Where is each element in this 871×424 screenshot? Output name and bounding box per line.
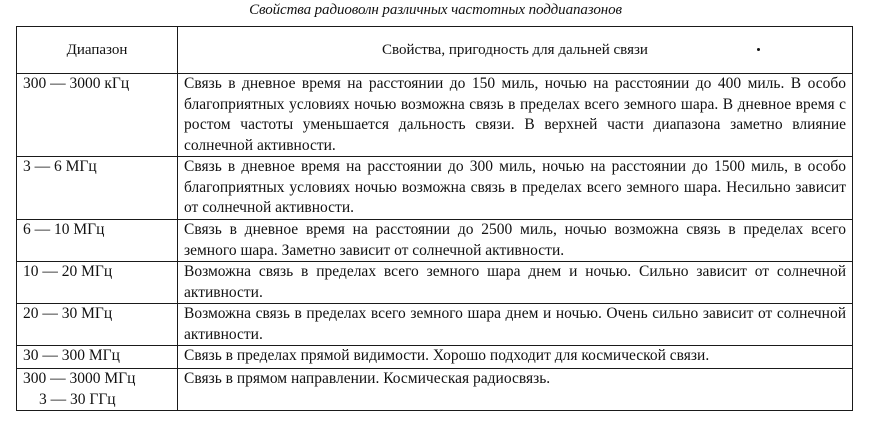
description-cell: Связь в дневное время на расстоянии до 300 миль, ночью на расстоянии до 1500 миль, в особо благоприятных условиях ночью возможна связь в пределах всего земного шара. Несильно зависит от солнечной активности. — [178, 157, 853, 220]
description-cell: Связь в дневное время на расстоянии до 2500 миль, ночью возможна связь в пределах всего земного шара. Заметно зависит от солнечной активности. — [178, 220, 853, 262]
range-cell: 30 — 300 МГц — [17, 346, 178, 369]
range-cell: 6 — 10 МГц — [17, 220, 178, 262]
range-cell: 20 — 30 МГц — [17, 304, 178, 346]
header-dot-mark — [757, 48, 760, 51]
table-row — [17, 262, 853, 304]
description-cell: Возможна связь в пределах всего земного шара днем и ночью. Очень сильно зависит от солнечной активности. — [178, 304, 853, 346]
table-row — [17, 74, 853, 157]
table-row — [17, 157, 853, 220]
range-primary: 300 — 3000 МГц — [23, 370, 136, 387]
description-cell: Связь в прямом направлении. Космическая радиосвязь. — [178, 369, 853, 411]
table-row — [17, 369, 853, 411]
table-row — [17, 304, 853, 346]
range-secondary: 3 — 30 ГГц — [39, 390, 116, 408]
table-row — [17, 346, 853, 369]
range-cell: 10 — 20 МГц — [17, 262, 178, 304]
description-cell: Связь в пределах прямой видимости. Хорошо подходит для космической связи. — [178, 346, 853, 369]
description-cell: Возможна связь в пределах всего земного шара днем и ночью. Сильно зависит от солнечной активности. — [178, 262, 853, 304]
range-cell: 300 — 3000 кГц — [17, 74, 178, 157]
radio-wave-properties-table — [16, 26, 853, 411]
range-cell — [17, 369, 178, 411]
header-properties: Свойства, пригодность для дальней связи — [178, 27, 853, 74]
table-caption: Свойства радиоволн различных частотных поддиапазонов — [249, 2, 622, 18]
description-cell: Связь в дневное время на расстоянии до 150 миль, ночью на расстоянии до 400 миль. В особо благоприятных условиях ночью возможна связь в пределах всего земного шара. В дневное время с ростом частоты уменьшается дальность связи. В верхней части диапазона заметно влияние солнечной активности. — [178, 74, 853, 157]
header-range: Диапазон — [17, 27, 178, 74]
table-row — [17, 220, 853, 262]
table-header-row — [17, 27, 853, 74]
range-cell: 3 — 6 МГц — [17, 157, 178, 220]
